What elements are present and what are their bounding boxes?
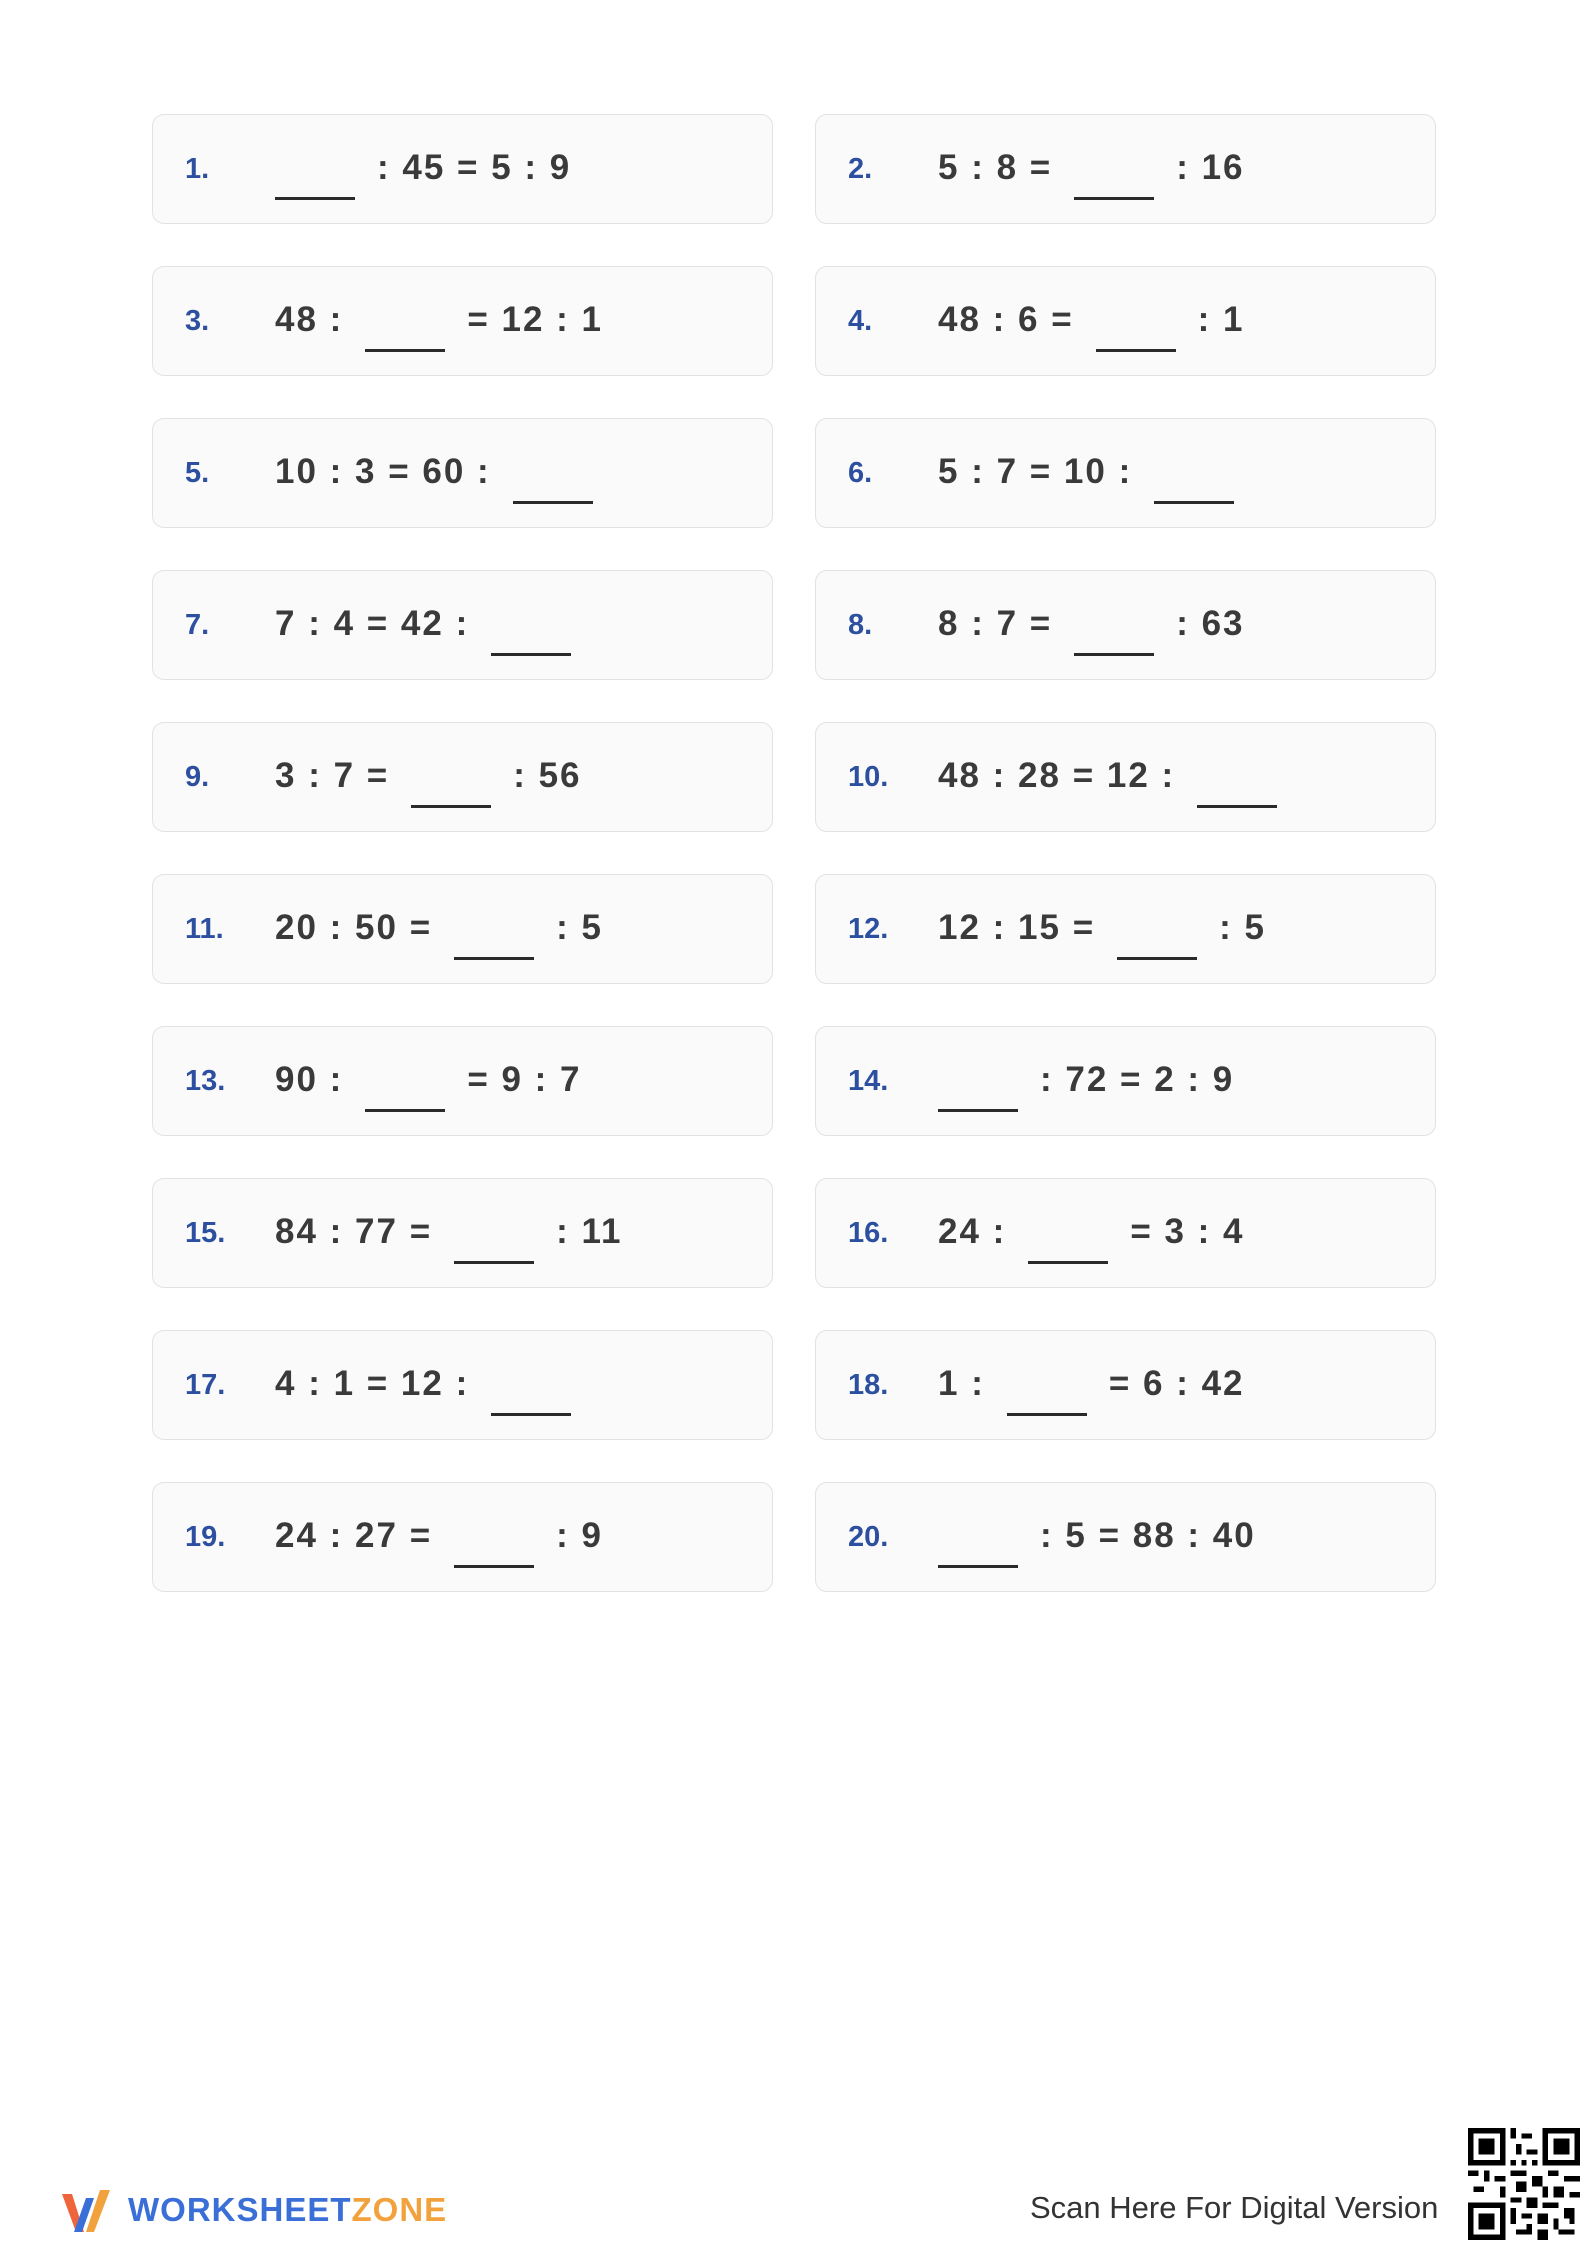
equation-text-after: : 56 [513,756,582,795]
qr-code-icon[interactable] [1468,2128,1580,2240]
problem-number: 7. [185,609,210,641]
problem-card [815,266,1436,376]
ratio-equation [275,297,603,340]
equation-text-after: : 5 [556,908,603,947]
problem-card [815,114,1436,224]
problem-number: 5. [185,457,210,489]
ratio-equation [275,1209,623,1252]
problem-card [152,114,773,224]
problem-number: 13. [185,1065,226,1097]
ratio-equation [275,449,615,492]
logo-mark-icon [60,2184,116,2236]
answer-blank[interactable] [454,917,534,960]
problem-card [152,1330,773,1440]
equation-text-before: 4 : 1 = 12 : [275,1364,470,1403]
answer-blank[interactable] [365,309,445,352]
equation-text-before: 10 : 3 = 60 : [275,452,491,491]
equation-text-before: 24 : 27 = [275,1516,433,1555]
problem-card [152,418,773,528]
answer-blank[interactable] [1074,157,1154,200]
ratio-equation [938,1057,1234,1100]
equation-text-after: = 9 : 7 [467,1060,582,1099]
ratio-equation [938,145,1245,188]
answer-blank[interactable] [1028,1221,1108,1264]
equation-text-after: = 6 : 42 [1108,1364,1245,1403]
answer-blank[interactable] [491,1373,571,1416]
problem-card [152,1026,773,1136]
problem-number: 16. [848,1217,889,1249]
answer-blank[interactable] [275,157,355,200]
equation-text-after: : 16 [1176,148,1245,187]
problem-card [815,570,1436,680]
problem-number: 15. [185,1217,226,1249]
problem-card [152,570,773,680]
equation-text-before: 90 : [275,1060,344,1099]
equation-text-before: 7 : 4 = 42 : [275,604,470,643]
ratio-equation [938,905,1266,948]
problem-card [152,266,773,376]
answer-blank[interactable] [1096,309,1176,352]
ratio-equation [275,905,603,948]
problem-number: 20. [848,1521,889,1553]
ratio-equation [275,601,593,644]
answer-blank[interactable] [491,613,571,656]
problem-card [815,874,1436,984]
answer-blank[interactable] [1197,765,1277,808]
problem-card [815,1178,1436,1288]
problem-card [152,1482,773,1592]
problem-number: 19. [185,1521,226,1553]
equation-text-before: 20 : 50 = [275,908,433,947]
problem-grid [152,114,1436,1592]
problem-number: 18. [848,1369,889,1401]
problem-number: 17. [185,1369,226,1401]
logo-text-zone: ZONE [351,2191,448,2228]
problem-number: 3. [185,305,210,337]
problem-card [152,722,773,832]
ratio-equation [938,1513,1256,1556]
ratio-equation [275,145,571,188]
answer-blank[interactable] [938,1069,1018,1112]
equation-text-after: : 1 [1197,300,1245,339]
scan-caption: Scan Here For Digital Version [1030,2190,1439,2225]
equation-text-before: 8 : 7 = [938,604,1053,643]
answer-blank[interactable] [513,461,593,504]
equation-text-after: : 63 [1176,604,1245,643]
equation-text-after: : 9 [556,1516,603,1555]
ratio-equation [938,1361,1245,1404]
answer-blank[interactable] [1074,613,1154,656]
problem-card [152,1178,773,1288]
equation-text-after: : 45 = 5 : 9 [377,148,572,187]
equation-text-before: 24 : [938,1212,1007,1251]
problem-number: 14. [848,1065,889,1097]
problem-number: 6. [848,457,873,489]
problem-number: 9. [185,761,210,793]
equation-text-before: 12 : 15 = [938,908,1096,947]
answer-blank[interactable] [938,1525,1018,1568]
equation-text-after: : 5 = 88 : 40 [1040,1516,1256,1555]
problem-card [815,722,1436,832]
problem-card [152,874,773,984]
ratio-equation [275,1057,582,1100]
logo-text [128,2191,447,2229]
equation-text-before: 48 : 6 = [938,300,1074,339]
answer-blank[interactable] [454,1525,534,1568]
equation-text-before: 5 : 8 = [938,148,1053,187]
equation-text-before: 84 : 77 = [275,1212,433,1251]
ratio-equation [275,1361,593,1404]
problem-number: 4. [848,305,873,337]
problem-card [815,418,1436,528]
equation-text-after: = 12 : 1 [467,300,603,339]
equation-text-after: = 3 : 4 [1130,1212,1245,1251]
ratio-equation [275,1513,603,1556]
answer-blank[interactable] [454,1221,534,1264]
equation-text-before: 5 : 7 = 10 : [938,452,1133,491]
answer-blank[interactable] [411,765,491,808]
ratio-equation [938,753,1299,796]
problem-number: 2. [848,153,873,185]
problem-number: 1. [185,153,210,185]
problem-card [815,1482,1436,1592]
ratio-equation [938,297,1245,340]
problem-number: 11. [185,913,224,945]
problem-number: 8. [848,609,873,641]
problem-card [815,1330,1436,1440]
answer-blank[interactable] [1154,461,1234,504]
equation-text-before: 1 : [938,1364,985,1403]
problem-number: 10. [848,761,889,793]
problem-number: 12. [848,913,889,945]
ratio-equation [938,449,1256,492]
ratio-equation [275,753,582,796]
problem-card [815,1026,1436,1136]
answer-blank[interactable] [365,1069,445,1112]
answer-blank[interactable] [1007,1373,1087,1416]
equation-text-after: : 72 = 2 : 9 [1040,1060,1235,1099]
logo-text-worksheet: WORKSHEET [128,2191,352,2228]
equation-text-after: : 11 [556,1212,623,1251]
equation-text-after: : 5 [1219,908,1266,947]
worksheetzone-logo [60,2184,447,2236]
answer-blank[interactable] [1117,917,1197,960]
equation-text-before: 3 : 7 = [275,756,390,795]
equation-text-before: 48 : 28 = 12 : [938,756,1176,795]
ratio-equation [938,601,1245,644]
equation-text-before: 48 : [275,300,344,339]
ratio-equation [938,1209,1245,1252]
